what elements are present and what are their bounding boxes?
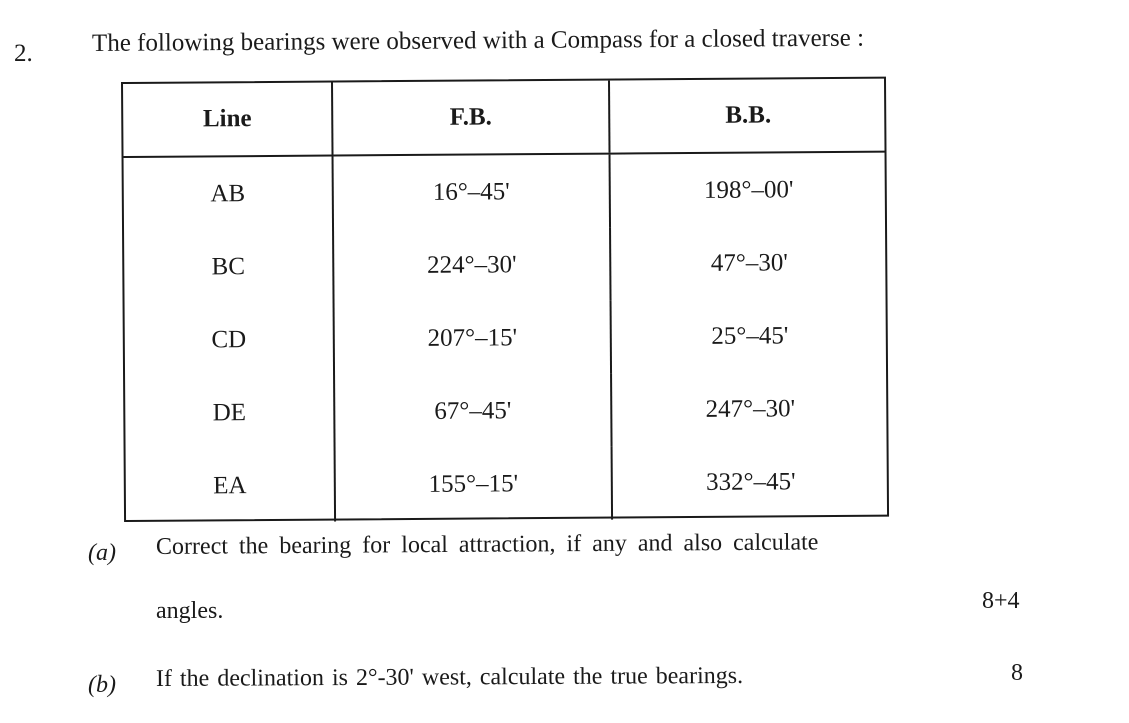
bearings-table-grid <box>123 79 889 523</box>
part-a-marks: 8+4 <box>982 588 1020 614</box>
cell-line: CD <box>211 325 247 353</box>
cell-line: AB <box>210 179 246 207</box>
part-b-text: If the declination is 2°-30' west, calculate the true bearings. <box>155 662 744 692</box>
question-number: 2. <box>14 40 33 67</box>
cell-fore-bearing: 16°–45' <box>333 154 611 230</box>
cell-line: EA <box>213 471 247 499</box>
table-row <box>126 445 889 523</box>
cell-fore-bearing: 155°–15' <box>335 447 613 522</box>
cell-back-bearing: 25°–45' <box>611 299 889 374</box>
table-row <box>124 226 887 304</box>
part-b-label: (b) <box>88 672 116 698</box>
cell-fore-bearing: 207°–15' <box>334 301 612 376</box>
table-header-row <box>123 79 886 157</box>
cell-fore-bearing: 224°–30' <box>333 228 611 303</box>
question-text: The following bearings were observed with a Compass for a closed traverse : <box>91 24 865 57</box>
bearings-table <box>121 77 889 522</box>
cell-line: DE <box>212 398 247 426</box>
part-a-text-line2: angles. <box>156 598 224 624</box>
header-back-bearing: B.B. <box>609 79 887 154</box>
table-row <box>125 372 888 450</box>
cell-back-bearing: 247°–30' <box>611 372 889 447</box>
cell-back-bearing: 332°–45' <box>612 445 890 520</box>
header-fore-bearing: F.B. <box>332 81 610 156</box>
header-line: Line <box>123 83 333 157</box>
table-row <box>124 152 887 231</box>
cell-back-bearing: 198°–00' <box>610 152 888 228</box>
table-row <box>125 299 888 377</box>
cell-back-bearing: 47°–30' <box>610 226 888 301</box>
part-a-label: (a) <box>88 540 116 566</box>
cell-fore-bearing: 67°–45' <box>334 374 612 449</box>
part-a-text-line1: Correct the bearing for local attraction, if any and also calculate <box>155 529 819 560</box>
part-b-marks: 8 <box>1011 660 1023 686</box>
cell-line: BC <box>211 252 246 280</box>
